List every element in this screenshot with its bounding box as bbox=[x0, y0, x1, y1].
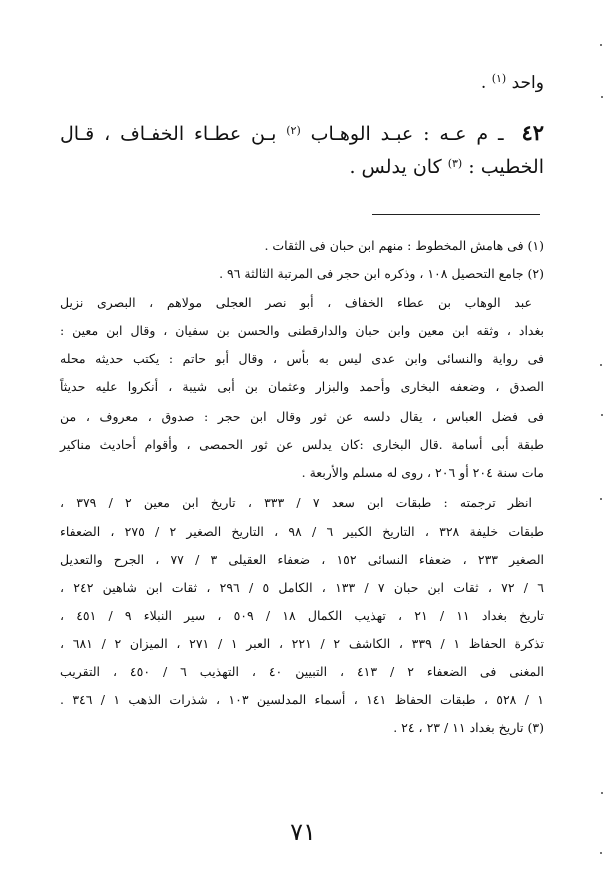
footnote-2-refs: تذكرة الحفاظ ١ / ٣٣٩ ، الكاشف ٢ / ٢٢١ ، العبر ١ / ٢٧١ ، الميزان ٢ / ٦٨١ ، bbox=[60, 636, 544, 651]
continuation-end: . bbox=[480, 73, 487, 93]
scan-speck bbox=[600, 364, 602, 366]
entry-line2-rest: كان يدلس . bbox=[349, 156, 442, 178]
footnote-1: (١) فى هامش المخطوط : منهم ابن حبان فى الثقات . bbox=[264, 238, 544, 253]
entry-line1-rest: بـن عطـاء الخفـاف ، قـال bbox=[60, 123, 277, 145]
entry-line-1 bbox=[60, 120, 544, 145]
scan-speck bbox=[600, 852, 602, 854]
entry-number: ٤٢ bbox=[521, 120, 544, 145]
entry-line2-text: الخطيب : bbox=[468, 156, 544, 178]
scan-speck bbox=[600, 44, 602, 46]
entry-line1-text: ـ م عـه : عبـد الوهـاب bbox=[310, 123, 504, 145]
footnote-2: (٢) جامع التحصيل ١٠٨ ، وذكره ابن حجر فى المرتبة الثالثة ٩٦ . bbox=[219, 266, 544, 281]
footnote-ref-1: (١) bbox=[491, 72, 507, 85]
footnote-2-body: فى رواية والنسائى وابن عدى ليس به بأس ، وقال أبو حاتم : يكتب حديثه محله bbox=[60, 351, 544, 366]
footnote-2-refs: انظر ترجمته : طبقات ابن سعد ٧ / ٣٣٣ ، تاريخ ابن معين ٢ / ٣٧٩ ، bbox=[60, 495, 532, 510]
footnote-2-refs: تاريخ بغداد ١١ / ٢١ ، تهذيب الكمال ١٨ / ٥٠٩ ، سير النبلاء ٩ / ٤٥١ ، bbox=[60, 608, 544, 623]
page-number: ٧١ bbox=[290, 818, 316, 846]
footnote-2-refs: ٦ / ٧٢ ، ثقات ابن حبان ٧ / ١٣٣ ، الكامل ٥ / ٢٩٦ ، ثقات ابن شاهين ٢٤٢ ، bbox=[60, 580, 544, 595]
footnote-2-refs: ١ / ٥٢٨ ، طبقات الحفاظ ١٤١ ، أسماء المدلسين ١٠٣ ، شذرات الذهب ١ / ٣٤٦ . bbox=[60, 692, 544, 707]
footnote-2-body: مات سنة ٢٠٤ أو ٢٠٦ ، روى له مسلم والأربعة . bbox=[301, 465, 544, 480]
footnote-2-body: فى فضل العباس ، يقال دلسه عن ثور وقال ابن حجر : صدوق ، معروف ، من bbox=[60, 409, 544, 424]
scan-speck bbox=[600, 498, 602, 500]
footnote-ref-2: (٢) bbox=[286, 124, 301, 137]
footnote-2-refs: طبقات خليفة ٣٢٨ ، التاريخ الكبير ٦ / ٩٨ ، التاريخ الصغير ٢ / ٢٧٥ ، الضعفاء bbox=[60, 524, 544, 539]
footnote-2-body: بغداد ، وثقه ابن معين وابن حبان والدارقطنى والحسن بن سفيان ، وقال ابن معين : bbox=[60, 323, 544, 338]
footnote-ref-3: (٣) bbox=[447, 157, 463, 170]
footnote-2-body: الصدق ، وضعفه البخارى وأحمد والبزار وعثمان بن أبى شيبة ، أنكروا عليه حديثاً bbox=[60, 379, 544, 394]
footnote-2-refs: المغنى فى الضعفاء ٢ / ٤١٣ ، التبيين ٤٠ ، التهذيب ٦ / ٤٥٠ ، التقريب bbox=[60, 664, 544, 679]
footnote-2-body: طبقة أبى أسامة .قال البخارى :كان يدلس عن ثور الحمصى ، وأقوام أحاديث مناكير bbox=[60, 437, 544, 452]
entry-line-2 bbox=[60, 156, 544, 178]
footnote-separator bbox=[372, 214, 540, 215]
scan-speck bbox=[601, 792, 603, 794]
footnote-3: (٣) تاريخ بغداد ١١ / ٢٣ ، ٢٤ . bbox=[393, 720, 544, 735]
continuation-line bbox=[60, 72, 544, 93]
footnote-2-body: عبد الوهاب بن عطاء الخفاف ، أبو نصر العجلى مولاهم ، البصرى نزيل bbox=[60, 295, 532, 310]
continuation-text: واحد bbox=[511, 73, 544, 93]
footnote-2-refs: الصغير ٢٣٣ ، ضعفاء النسائى ١٥٢ ، ضعفاء العقيلى ٣ / ٧٧ ، الجرح والتعديل bbox=[60, 552, 544, 567]
scan-speck bbox=[601, 96, 603, 98]
scan-speck bbox=[601, 414, 603, 416]
